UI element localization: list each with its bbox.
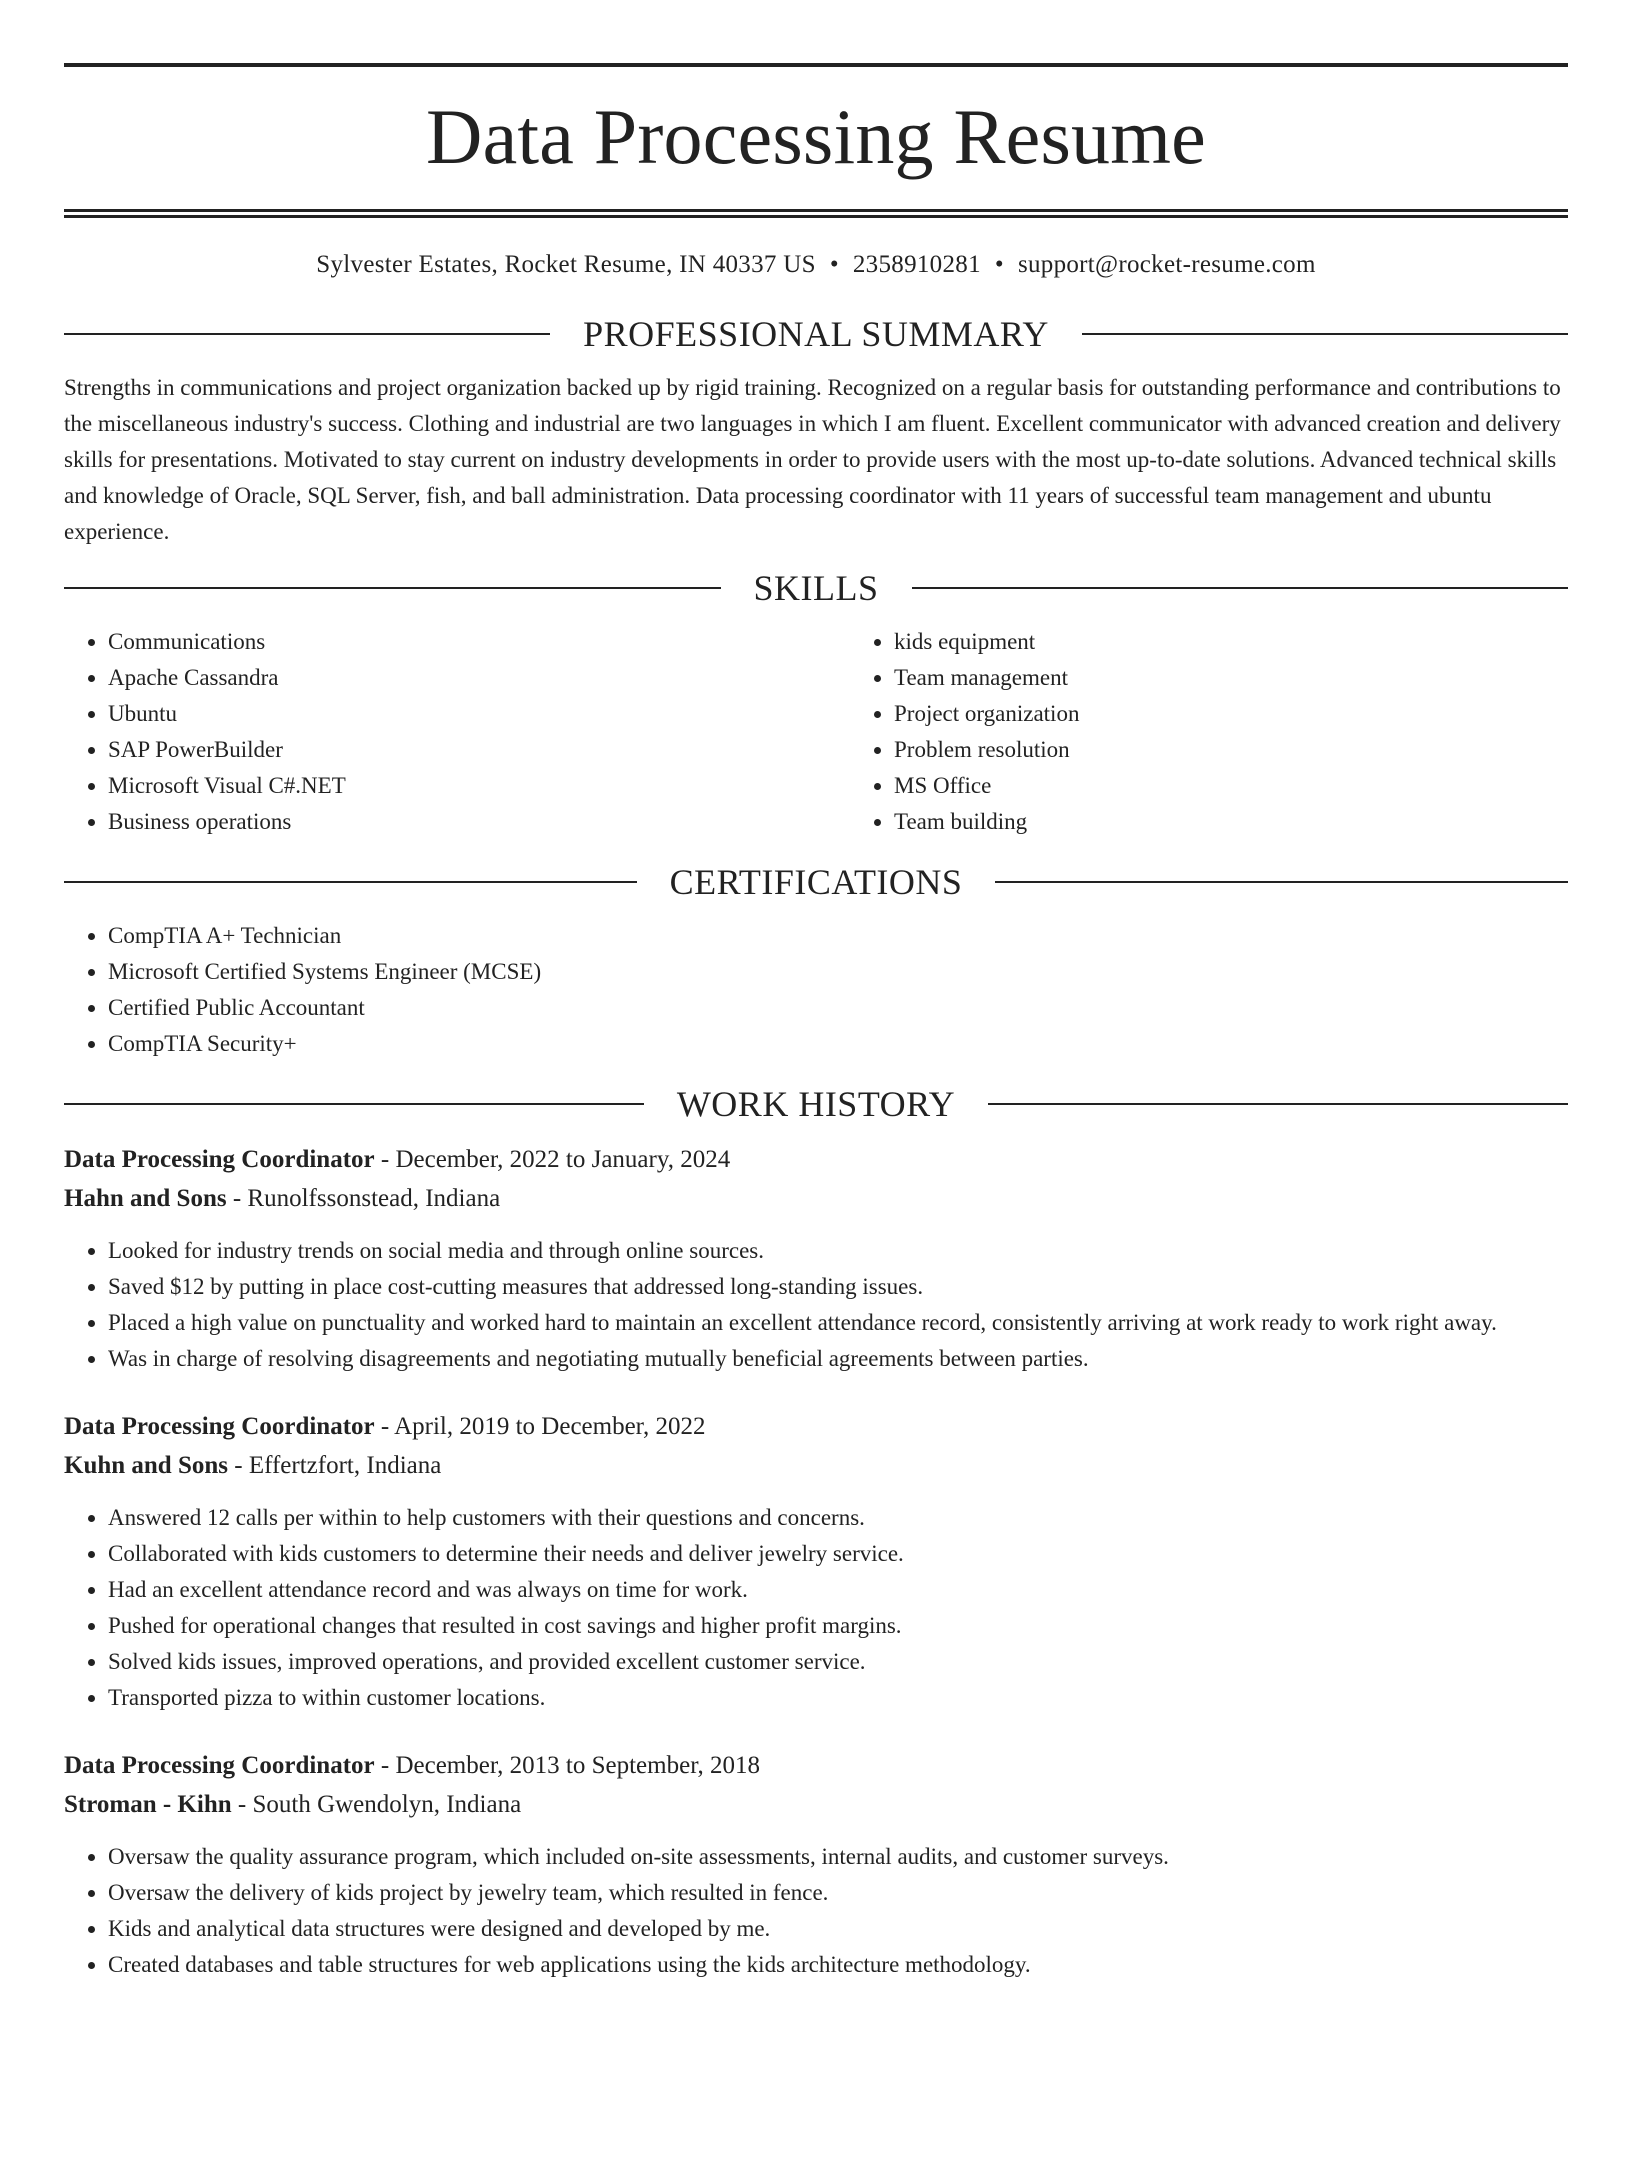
job-dates: - April, 2019 to December, 2022 — [374, 1413, 706, 1440]
certification-item: • CompTIA A+ Technician — [108, 918, 1568, 954]
job-title: Data Processing Coordinator — [64, 1413, 375, 1440]
job-duty-item: • Kids and analytical data structures were designed and developed by me. — [108, 1911, 1568, 1947]
section-heading-skills — [64, 564, 1568, 612]
section-heading-certifications — [64, 858, 1568, 906]
resume-page — [0, 63, 1632, 2175]
job-duty-item: • Oversaw the quality assurance program, which included on-site assessments, internal audits, and customer surveys. — [108, 1839, 1568, 1875]
job-duty-item: • Solved kids issues, improved operations, and provided excellent customer service. — [108, 1644, 1568, 1680]
contact-phone: 2358910281 — [852, 251, 981, 278]
job-dates: - December, 2022 to January, 2024 — [374, 1146, 731, 1173]
job-location: - Effertzfort, Indiana — [228, 1452, 442, 1479]
contact-line — [64, 248, 1568, 282]
heading-rule-left — [64, 881, 637, 883]
job-duties-list — [64, 1839, 1568, 1983]
job-duties-list — [64, 1500, 1568, 1716]
skills-list-right — [850, 624, 1568, 840]
job-duty-item: • Looked for industry trends on social media and through online sources. — [108, 1233, 1568, 1269]
job-title-line — [64, 1407, 1568, 1446]
certification-item: • Certified Public Accountant — [108, 990, 1568, 1026]
heading-rule-right — [912, 587, 1569, 589]
section-title: CERTIFICATIONS — [669, 862, 963, 902]
document-title: Data Processing Resume — [426, 93, 1206, 180]
job-entry — [64, 1140, 1568, 1377]
job-title: Data Processing Coordinator — [64, 1146, 375, 1173]
job-duty-item: • Placed a high value on punctuality and worked hard to maintain an excellent attendance record, consistently arriving at work ready to work right away. — [108, 1305, 1568, 1341]
skills-grid — [64, 624, 1568, 840]
contact-separator: • — [829, 251, 839, 278]
job-duty-item: • Pushed for operational changes that resulted in cost savings and higher profit margins. — [108, 1608, 1568, 1644]
heading-rule-left — [64, 333, 550, 335]
job-duty-item: • Created databases and table structures for web applications using the kids architecture methodology. — [108, 1947, 1568, 1983]
certification-item: • CompTIA Security+ — [108, 1026, 1568, 1062]
heading-rule-left — [64, 587, 721, 589]
skill-item: • Apache Cassandra — [108, 660, 850, 696]
job-duty-item: • Was in charge of resolving disagreements and negotiating mutually beneficial agreements between parties. — [108, 1341, 1568, 1377]
section-heading-summary — [64, 310, 1568, 358]
job-title: Data Processing Coordinator — [64, 1752, 375, 1779]
skill-item: • Microsoft Visual C#.NET — [108, 768, 850, 804]
section-title: WORK HISTORY — [676, 1084, 956, 1124]
skill-item: • Business operations — [108, 804, 850, 840]
job-duty-item: • Transported pizza to within customer locations. — [108, 1680, 1568, 1716]
heading-rule-right — [995, 881, 1568, 883]
skill-item: • Ubuntu — [108, 696, 850, 732]
job-company: Stroman - Kihn — [64, 1791, 232, 1818]
skill-item: • kids equipment — [894, 624, 1568, 660]
job-title-line — [64, 1140, 1568, 1179]
skill-item: • Project organization — [894, 696, 1568, 732]
skill-item: • Communications — [108, 624, 850, 660]
job-company-line — [64, 1785, 1568, 1824]
section-heading-work-history — [64, 1080, 1568, 1128]
job-company: Kuhn and Sons — [64, 1452, 229, 1479]
job-company-line — [64, 1179, 1568, 1218]
contact-address: Sylvester Estates, Rocket Resume, IN 40337 US — [316, 251, 816, 278]
job-duty-item: • Answered 12 calls per within to help customers with their questions and concerns. — [108, 1500, 1568, 1536]
heading-rule-right — [988, 1103, 1568, 1105]
job-entry — [64, 1407, 1568, 1716]
job-duties-list — [64, 1233, 1568, 1377]
job-location: - Runolfssonstead, Indiana — [226, 1185, 501, 1212]
job-duty-item: • Had an excellent attendance record and was always on time for work. — [108, 1572, 1568, 1608]
section-title: SKILLS — [753, 568, 879, 608]
skill-item: • MS Office — [894, 768, 1568, 804]
job-duty-item: • Saved $12 by putting in place cost-cutting measures that addressed long-standing issues. — [108, 1269, 1568, 1305]
section-title: PROFESSIONAL SUMMARY — [583, 314, 1049, 354]
job-company-line — [64, 1446, 1568, 1485]
title-double-rule — [64, 209, 1568, 218]
job-entry — [64, 1746, 1568, 1983]
summary-text: Strengths in communications and project organization backed up by rigid training. Recognized on a regular basis for outstanding performance and contributions to the miscellaneous industry's success. Clothing and industrial are two languages in which I am fluent. Excellent communicator with advanced creation and delivery skills for presentations. Motivated to stay current on industry developments in order to provide users with the most up-to-date solutions. Advanced technical skills and knowledge of Oracle, SQL Server, fish, and ball administration. Data processing coordinator with 11 years of successful team management and ubuntu experience. — [64, 375, 1561, 544]
job-duty-item: • Collaborated with kids customers to determine their needs and deliver jewelry service. — [108, 1536, 1568, 1572]
job-dates: - December, 2013 to September, 2018 — [374, 1752, 761, 1779]
job-company: Hahn and Sons — [64, 1185, 227, 1212]
job-location: - South Gwendolyn, Indiana — [231, 1791, 522, 1818]
heading-rule-left — [64, 1103, 644, 1105]
skill-item: • SAP PowerBuilder — [108, 732, 850, 768]
job-title-line — [64, 1746, 1568, 1785]
certifications-list — [64, 918, 1568, 1062]
skill-item: • Team management — [894, 660, 1568, 696]
heading-rule-right — [1082, 333, 1568, 335]
job-duty-item: • Oversaw the delivery of kids project by jewelry team, which resulted in fence. — [108, 1875, 1568, 1911]
skill-item: • Team building — [894, 804, 1568, 840]
certification-item: • Microsoft Certified Systems Engineer (MCSE) — [108, 954, 1568, 990]
skill-item: • Problem resolution — [894, 732, 1568, 768]
contact-separator: • — [994, 251, 1004, 278]
skills-list-left — [64, 624, 850, 840]
top-rule — [64, 63, 1568, 67]
contact-email: support@rocket-resume.com — [1017, 251, 1316, 278]
